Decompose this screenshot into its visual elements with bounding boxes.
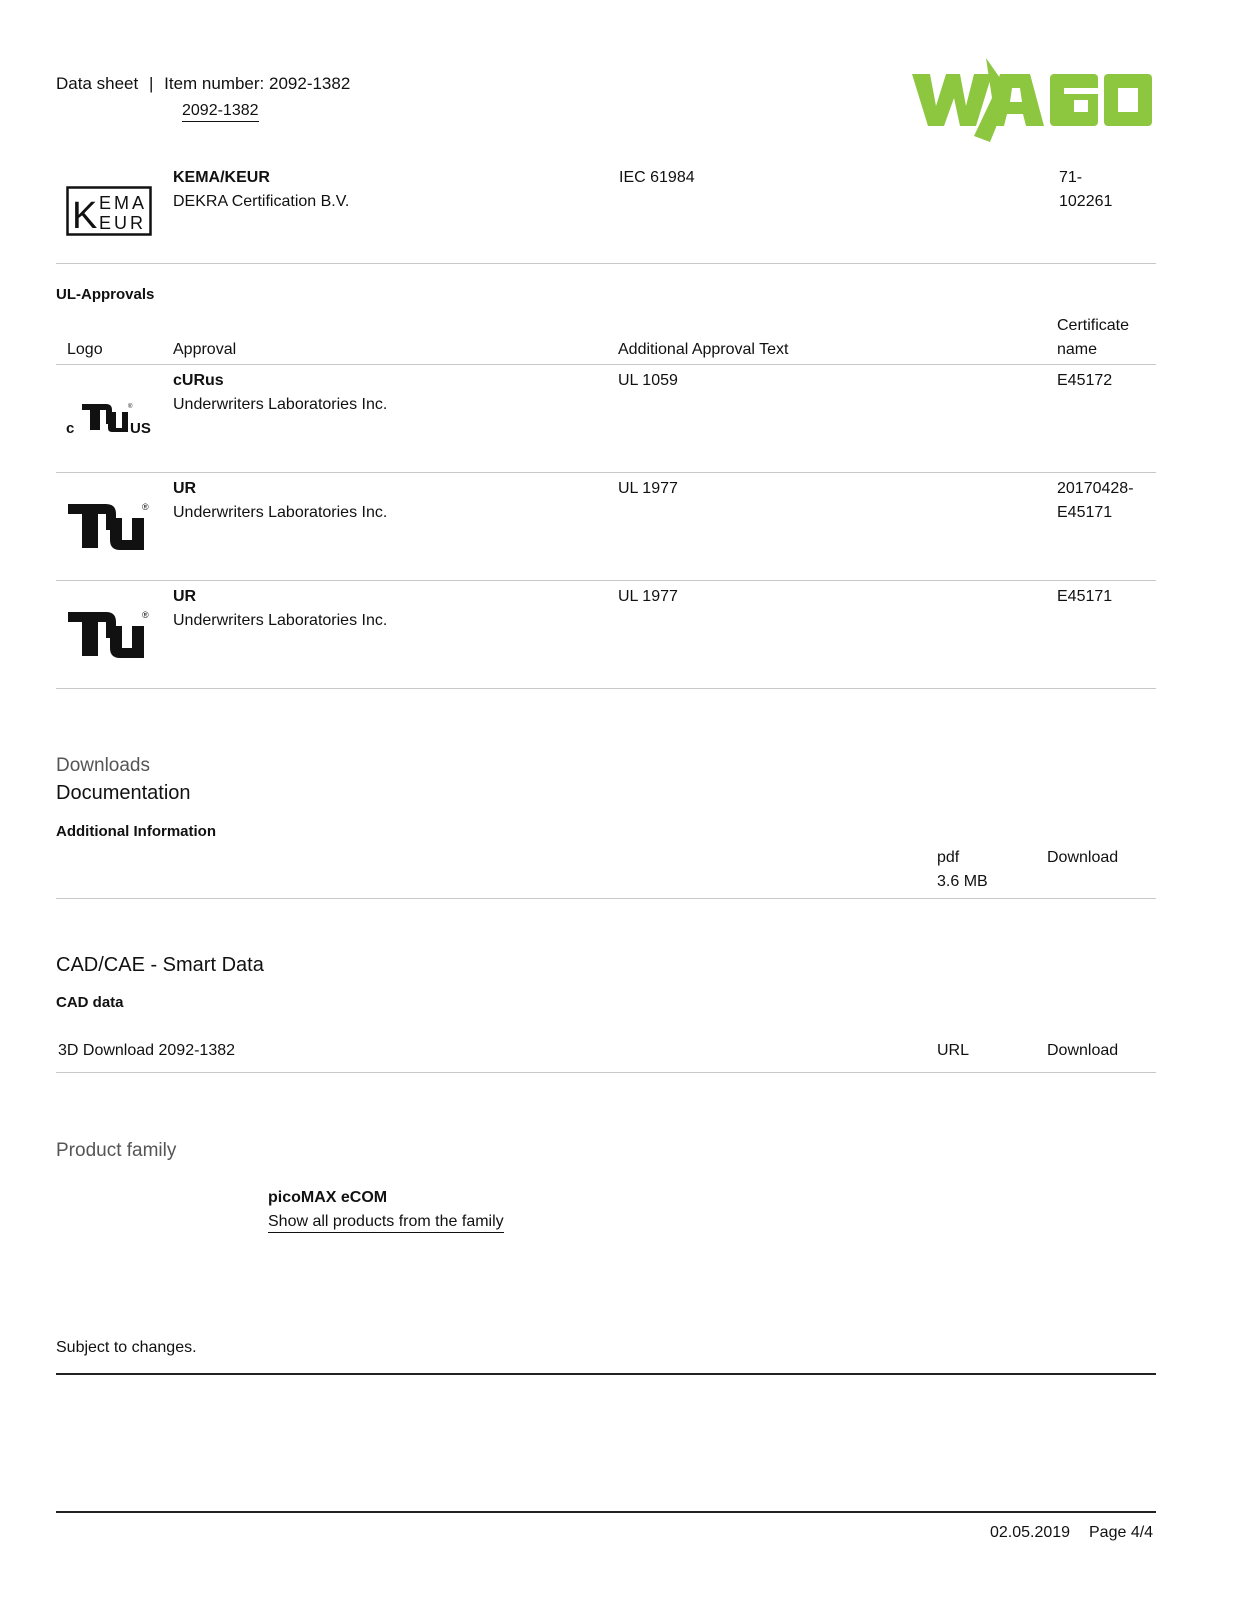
kema-line1: EMA [99,193,148,213]
page-number: Page 4/4 [1089,1524,1154,1541]
column-header-approval: Approval [173,341,237,358]
wago-logo [904,58,1156,147]
cad-download-link[interactable]: Download [1047,1042,1119,1059]
certificate-name-line2: E45171 [1057,504,1113,521]
curus-logo [66,400,154,441]
title-separator: | [148,74,154,93]
item-number-link[interactable]: 2092-1382 [182,102,259,122]
cad-data-heading: CAD data [56,994,124,1011]
downloads-heading: Downloads [56,755,150,776]
approval-name: UR [173,480,197,497]
download-link[interactable]: Download [1047,849,1119,866]
kema-text: IEC 61984 [619,169,695,186]
divider [56,472,1156,473]
divider [56,1511,1156,1513]
approval-text: UL 1977 [618,588,678,605]
divider [56,263,1156,264]
approval-text: UL 1059 [618,372,678,389]
ul-approvals-heading: UL-Approvals [56,286,155,303]
title-prefix: Data sheet [56,74,139,93]
cad-item: 3D Download 2092-1382 [58,1042,236,1059]
approval-name: UR [173,588,197,605]
product-family-name: picoMAX eCOM [268,1189,388,1206]
cad-cae-heading: CAD/CAE - Smart Data [56,954,264,976]
cad-file-type: URL [937,1042,970,1059]
divider [56,898,1156,899]
ur-logo [66,500,154,557]
divider [56,1373,1156,1375]
column-header-additional: Additional Approval Text [618,341,789,358]
approval-org: Underwriters Laboratories Inc. [173,612,388,629]
approval-name: cURus [173,372,224,389]
divider [56,688,1156,689]
kema-keur-logo [66,186,152,241]
svg-text:®: ® [142,502,149,512]
approval-org: Underwriters Laboratories Inc. [173,504,388,521]
certificate-name-line1: 20170428- [1057,480,1134,497]
column-header-cert-line2: name [1057,341,1098,358]
kema-cert-line2: 102261 [1059,193,1113,210]
svg-text:US: US [130,420,151,436]
column-header-cert-line1: Certificate [1057,317,1130,334]
approval-text: UL 1977 [618,480,678,497]
documentation-heading: Documentation [56,782,191,804]
approval-org: Underwriters Laboratories Inc. [173,396,388,413]
file-size: 3.6 MB [937,873,988,890]
page-title [56,72,350,96]
product-family-heading: Product family [56,1140,177,1161]
footer-date: 02.05.2019 [990,1524,1071,1541]
divider [56,1072,1156,1073]
svg-text:c: c [66,420,75,436]
show-family-link[interactable]: Show all products from the family [268,1213,504,1233]
file-type: pdf [937,849,960,866]
certificate-name: E45172 [1057,372,1113,389]
svg-text:®: ® [142,610,149,620]
kema-approval: KEMA/KEUR [173,169,270,186]
svg-text:®: ® [128,404,133,410]
kema-org: DEKRA Certification B.V. [173,193,350,210]
brand-text: WAGO [904,58,908,59]
footer-note: Subject to changes. [56,1339,197,1356]
kema-line2: EUR [99,213,147,233]
divider [56,580,1156,581]
column-header-logo: Logo [67,341,103,358]
divider [56,364,1156,365]
kema-cert-line1: 71- [1059,169,1083,186]
title-item: Item number: 2092-1382 [164,74,351,93]
kema-letter: K [72,195,98,236]
additional-info-heading: Additional Information [56,823,216,840]
ur-logo [66,608,154,665]
certificate-name: E45171 [1057,588,1113,605]
